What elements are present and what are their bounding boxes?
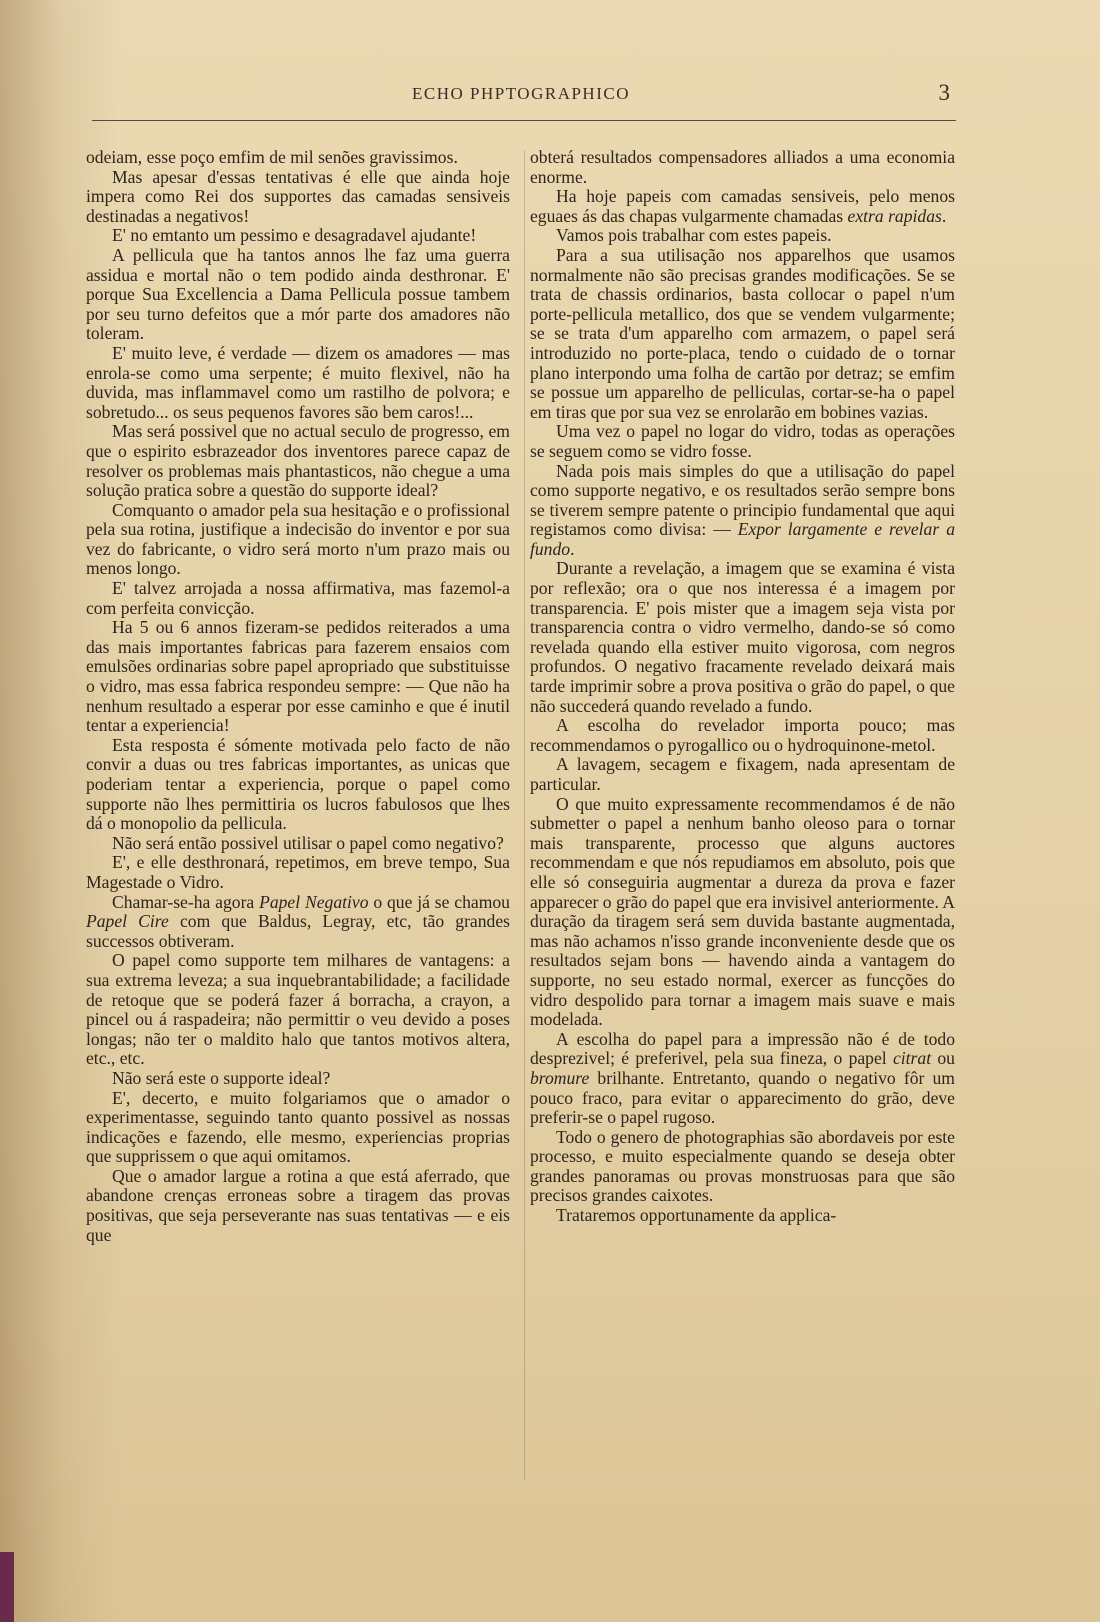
paragraph-text: com que Baldus, Legray, etc, tão grandes successos obtiveram. <box>86 911 510 951</box>
paragraph: Vamos pois trabalhar com estes papeis. <box>556 225 832 246</box>
page-number: 3 <box>938 80 950 105</box>
paragraph: Não será este o supporte ideal? <box>112 1067 331 1088</box>
emphasis: citrat <box>892 1048 932 1069</box>
paragraph-text: o que já se chamou <box>368 891 510 912</box>
paragraph: E', e elle desthronará, repetimos, em breve tempo, Sua Magestade o Vidro. <box>86 852 510 892</box>
binding-edge <box>0 1552 14 1622</box>
page-header <box>86 80 956 112</box>
paragraph-text: brilhante. Entretanto, quando o negativo fôr um pouco fraco, para evitar o apparecimento do grão, deve preferir-se o papel rugoso. <box>530 1067 955 1128</box>
paragraph: E', decerto, e muito folgariamos que o amador o experimentasse, seguindo tanto quanto possivel as nossas indicações e fazendo, elle mesmo, experiencias proprias que supprissem o que aqui omitamos. <box>86 1087 510 1167</box>
right-column <box>530 148 955 1226</box>
paragraph: O papel como supporte tem milhares de vantagens: a sua extrema leveza; a sua inquebrantabilidade; a facilidade de retoque que se poderá fazer á borracha, a crayon, a pincel ou á raspadeira; não permittir o veu devido a poses longas; não ter o maldito halo que tantos motivos altera, etc., etc. <box>86 950 510 1069</box>
paragraph-text: Nada pois mais simples do que a utilisação do papel como supporte negativo, e os resultados serão sempre bons se tiverem sempre patente o principio fundamental que aqui registamos como divisa: — <box>530 460 955 540</box>
emphasis: extra rapidas <box>847 205 942 226</box>
paragraph: E' no emtanto um pessimo e desagradavel ajudante! <box>112 225 477 246</box>
running-title: ECHO PHPTOGRAPHICO <box>412 84 630 103</box>
paragraph: E' muito leve, é verdade — dizem os amadores — mas enrola-se como uma serpente; é muito flexivel, não ha duvida, mas inflammavel como um rastilho de polvora; e sobretudo... os seus pequenos favores são bem caros!... <box>86 342 510 422</box>
paragraph: Mas apesar d'essas tentativas é elle que ainda hoje impera como Rei dos supportes das camadas sensiveis destinadas a negativos! <box>86 166 510 226</box>
paragraph-text: Ha hoje papeis com camadas sensiveis, pelo menos eguaes ás das chapas vulgarmente chamadas <box>530 186 955 226</box>
paragraph: A pellicula que ha tantos annos lhe faz uma guerra assidua e mortal não o tem podido ainda desthronar. E' porque Sua Excellencia a Dama Pellicula possue tambem por seu turno defeitos que a mór parte dos amadores não toleram. <box>86 244 510 344</box>
paragraph <box>86 893 510 952</box>
paragraph-text: . <box>941 205 947 226</box>
paragraph: Esta resposta é sómente motivada pelo facto de não convir a duas ou tres fabricas importantes, as unicas que poderiam tentar a experiencia, porque o papel como supporte não lhes permittiria os lucros fabulosos que lhes dá o monopolio da pellicula. <box>86 734 510 834</box>
paragraph: obterá resultados compensadores alliados a uma economia enorme. <box>530 147 955 187</box>
paragraph: Uma vez o papel no logar do vidro, todas as operações se seguem como se vidro fosse. <box>530 421 955 461</box>
emphasis: Papel Cire <box>86 911 169 932</box>
emphasis: Papel Negativo <box>259 891 369 912</box>
paragraph: Trataremos opportunamente da applica- <box>556 1205 837 1226</box>
paragraph: Durante a revelação, a imagem que se examina é vista por reflexão; ora o que nos interessa é a imagem por transparencia. E' pois mister que a imagem seja vista por transparencia contra o vidro vermelho, dando-se só como revelada quando ella estiver muito vigorosa, com negros profundos. O negativo fracamente revelado deixará mais tarde imprimir sobre a prova positiva o grão do papel, o que não succederá quando revelado a fundo. <box>530 558 955 716</box>
paragraph: Todo o genero de photographias são abordaveis por este processo, e muito especialmente quando se deseja obter grandes panoramas ou provas monstruosas para que são precisos grandes caixotes. <box>530 1126 955 1206</box>
paragraph: Não será então possivel utilisar o papel como negativo? <box>112 832 504 853</box>
paragraph-text: . <box>570 538 575 559</box>
paragraph: Para a sua utilisação nos apparelhos que usamos normalmente não são precisas grandes modificações. Se se trata de chassis ordinarios, basta collocar o papel n'um porte-pellicula metallico, dos que se vendem vulgarmente; se se trata d'um apparelho com armazem, o papel será introduzido no porte-placa, tendo o cuidado de o tornar plano interpondo uma folha de cartão por detraz; se emfim se possue um apparelho de pelliculas, cortar-se-ha o papel em tiras que por sua vez se enrolarão em bobines vazias. <box>530 244 955 422</box>
paragraph: Que o amador largue a rotina a que está aferrado, que abandone crenças erroneas sobre a tiragem das provas positivas, que seja perseverante nas suas tentativas — e eis que <box>86 1165 510 1245</box>
paragraph <box>530 462 955 560</box>
emphasis: Expor largamente e revelar a fundo <box>530 519 955 559</box>
paragraph: Mas será possivel que no actual seculo de progresso, em que o espirito esbrazeador dos inventores parece capaz de resolver os problemas mais phantasticos, não chegue a uma solução pratica sobre a questão do supporte ideal? <box>86 421 510 501</box>
paragraph-text: A escolha do papel para a impressão não é de todo desprezivel; é preferivel, pela sua fineza, o papel <box>530 1028 955 1069</box>
paragraph-text: ou <box>931 1048 955 1069</box>
paragraph <box>530 187 955 226</box>
paragraph-text: Chamar-se-ha agora <box>112 891 260 912</box>
paragraph: E' talvez arrojada a nossa affirmativa, mas fazemol-a com perfeita convicção. <box>86 578 510 618</box>
header-rule <box>92 120 956 121</box>
emphasis: bromure <box>530 1067 590 1088</box>
left-column <box>86 148 510 1245</box>
paragraph: A escolha do revelador importa pouco; mas recommendamos o pyrogallico ou o hydroquinone-metol. <box>530 715 955 755</box>
paragraph: Comquanto o amador pela sua hesitação e o profissional pela sua rotina, justifique a indecisão do inventor e por sua vez do fabricante, o vidro será morto n'um prazo mais ou menos longo. <box>86 499 510 579</box>
column-divider <box>524 150 525 1480</box>
paragraph <box>530 1030 955 1128</box>
paragraph: odeiam, esse poço emfim de mil senões gravissimos. <box>86 147 458 167</box>
paragraph: A lavagem, secagem e fixagem, nada apresentam de particular. <box>530 754 955 794</box>
paragraph: O que muito expressamente recommendamos é de não submetter o papel a nenhum banho oleoso para o tornar mais transparente, processo que alguns auctores recommendam e que nós repudiamos em absoluto, pois que elle só conseguiria augmentar a dureza da prova e fazer apparecer o grão do papel que era invisivel anteriormente. A duração da tiragem será sem duvida bastante augmentada, mas não achamos n'isso grande inconveniente desde que os resultados sejam bons — havendo ainda a vantagem do supporte, no seu estado normal, exercer as funcções do vidro despolido para tornar a imagem mais suave e mais modelada. <box>530 793 955 1030</box>
paragraph: Ha 5 ou 6 annos fizeram-se pedidos reiterados a uma das mais importantes fabricas para fazerem ensaios com emulsões ordinarias sobre papel apropriado que substituisse o vidro, mas essa fabrica respondeu sempre: — Que não ha nenhum resultado a esperar por esse caminho e que é inutil tentar a experiencia! <box>86 617 510 736</box>
